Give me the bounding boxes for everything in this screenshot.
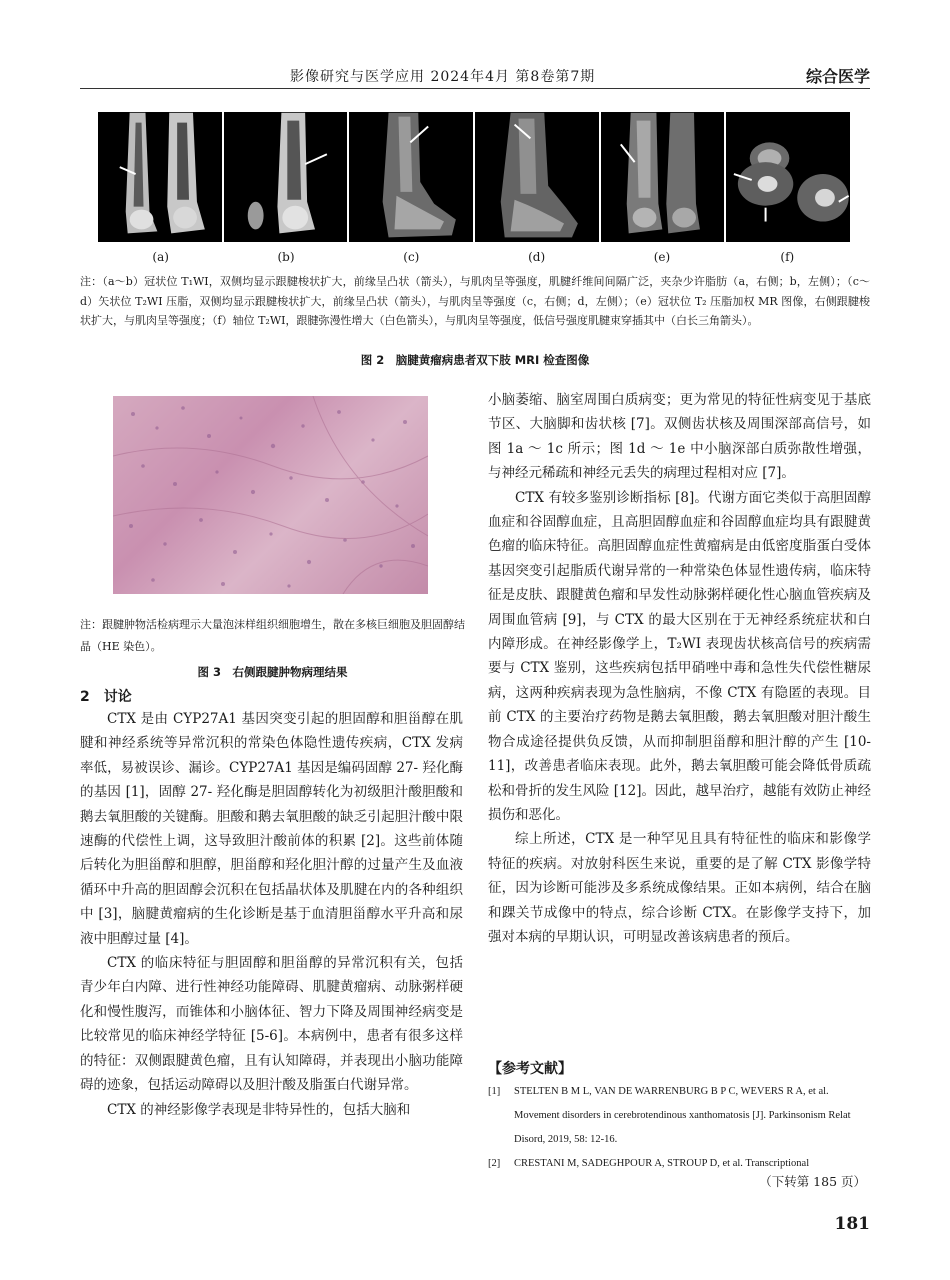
paragraph: CTX 的临床特征与胆固醇和胆甾醇的异常沉积有关，包括青少年白内障、进行性神经功能障碍、肌腱黄瘤病、动脉粥样硬化和慢性腹泻，而锥体和小脑体征、智力下降及周围神经病变是比较常见的临床神经学特征 [5-6]。本病例中，患者有很多这样的特征：双侧跟腱黄色瘤，且有认知障碍，并表现出小脑功能障碍的迹象，包括运动障碍以及胆汁酸及脂蛋白代谢异常。 bbox=[80, 955, 463, 1094]
he-stain-texture bbox=[113, 396, 428, 594]
mri-image-e bbox=[601, 112, 725, 242]
mri-panel-c bbox=[349, 112, 473, 242]
figure3-caption: 图 3 右侧跟腱肿物病理结果 bbox=[197, 665, 348, 679]
section-header: 综合医学 bbox=[805, 67, 870, 86]
mri-image-a bbox=[98, 112, 222, 242]
reference-list bbox=[488, 1080, 871, 1176]
journal-header: 影像研究与医学应用 2024年4月 第8卷第7期 bbox=[290, 69, 596, 85]
panel-label-e: (e) bbox=[653, 250, 671, 264]
paragraph: CTX 的神经影像学表现是非特异性的，包括大脑和 bbox=[107, 1101, 411, 1118]
mri-panel-a bbox=[98, 112, 222, 242]
body-column-left bbox=[80, 707, 463, 1122]
panel-label-b: (b) bbox=[277, 250, 295, 264]
panel-label-a: (a) bbox=[152, 250, 169, 264]
figure2-note: 注：（a～b）冠状位 T₁WI，双侧均显示跟腱梭状扩大，前缘呈凸状（箭头），与肌肉呈等强度，肌腱纤维间间隔广泛，夹杂少许脂肪（a，右侧；b，左侧）；（c～d）矢状位 T₂WI 压脂，双侧均显示跟腱梭状扩大，前缘呈凸状（箭头），与肌肉呈等强度（c，右侧；d，左侧）；（e）冠状位 T₂ 压脂加权 MR 图像，右侧跟腱梭状扩大，与肌肉呈等强度；（f）轴位 T₂WI，跟腱弥漫性增大（白色箭头），与肌肉呈等强度，低信号强度肌腱束穿插其中（白长三角箭头）。 bbox=[80, 275, 870, 327]
reference-number: [2] bbox=[488, 1158, 501, 1169]
figure2-mri-panels bbox=[98, 112, 850, 242]
mri-panel-e bbox=[601, 112, 725, 242]
page-number: 181 bbox=[834, 1214, 870, 1234]
reference-text: CRESTANI M, SADEGHPOUR A, STROUP D, et al. Transcriptional bbox=[514, 1158, 810, 1169]
mri-image-c bbox=[349, 112, 473, 242]
paragraph: 综上所述，CTX 是一种罕见且具有特征性的临床和影像学特征的疾病。对放射科医生来说，重要的是了解 CTX 影像学特征，因为诊断可能涉及多系统成像结果。正如本病例，结合在脑和踝关节成像中的特点，综合诊断 CTX。在影像学支持下，加强对本病的早期认识，可明显改善该病患者的预后。 bbox=[488, 831, 871, 945]
paragraph: 小脑萎缩、脑室周围白质病变；更为常见的特征性病变见于基底节区、大脑脚和齿状核 [7]。双侧齿状核及周围深部高信号，如图 1a ～ 1c 所示；图 1d ～ 1e 中小脑深部白质弥散性增强，与神经元稀疏和神经元丢失的病理过程相对应 [7]。 bbox=[488, 392, 871, 482]
reference-text: STELTEN B M L, VAN DE WARRENBURG B P C, WEVERS R A, et al. Movement disorders in cerebrotendinous xanthomatosis [J]. Parkinsonism Relat Disord, 2019, 58: 12-16. bbox=[514, 1086, 851, 1145]
mri-image-d bbox=[475, 112, 599, 242]
body-column-right bbox=[488, 388, 871, 949]
continued-note: （下转第 185 页） bbox=[759, 1174, 866, 1189]
panel-label-f: (f) bbox=[780, 250, 795, 264]
figure3-note: 注：跟腱肿物活检病理示大量泡沫样组织细胞增生，散在多核巨细胞及胆固醇结晶（HE 染色）。 bbox=[80, 618, 465, 653]
reference-item bbox=[488, 1080, 871, 1152]
mri-image-f bbox=[726, 112, 850, 242]
header-rule bbox=[80, 88, 870, 89]
references-title: 【参考文献】 bbox=[488, 1061, 572, 1077]
reference-number: [1] bbox=[488, 1086, 501, 1097]
section-title-discussion: 2 讨论 bbox=[80, 689, 132, 705]
figure3-histology-image bbox=[113, 396, 428, 594]
figure2-panel-labels bbox=[98, 250, 850, 264]
mri-panel-f bbox=[726, 112, 850, 242]
panel-label-c: (c) bbox=[403, 250, 420, 264]
figure2-caption: 图 2 脑腱黄瘤病患者双下肢 MRI 检查图像 bbox=[360, 353, 590, 367]
mri-panel-d bbox=[475, 112, 599, 242]
panel-label-d: (d) bbox=[528, 250, 546, 264]
paragraph: CTX 是由 CYP27A1 基因突变引起的胆固醇和胆甾醇在肌腱和神经系统等异常沉积的常染色体隐性遗传疾病，CTX 发病率低，易被误诊、漏诊。CYP27A1 基因是编码固醇 27- 羟化酶的基因 [1]，固醇 27- 羟化酶是胆固醇转化为初级胆汁酸胆酸和鹅去氧胆酸的关键酶。胆酸和鹅去氧胆酸的缺乏引起胆汁酸中限速酶的代偿性上调，这导致胆汁酸前体的积累 [2]。这些前体随后转化为胆甾醇和胆醇，胆甾醇和羟化胆汁醇的过量产生及血液循环中升高的胆固醇会沉积在包括晶状体及肌腱在内的各种组织中 [3]，脑腱黄瘤病的生化诊断是基于血清胆甾醇水平升高和尿液中胆醇过量 [4]。 bbox=[80, 711, 463, 947]
paragraph: CTX 有较多鉴别诊断指标 [8]。代谢方面它类似于高胆固醇血症和谷固醇血症，且高胆固醇血症和谷固醇血症均具有跟腱黄色瘤的临床特征。高胆固醇血症性黄瘤病是由低密度脂蛋白受体基因突变引起脂质代谢异常的一种常染色体显性遗传病，临床特征是皮肤、跟腱黄色瘤和早发性动脉粥样硬化性心脑血管疾病及周围血管病 [9]，与 CTX 的最大区别在于无神经系统症状和白内障形成。在神经影像学上，T₂WI 表现齿状核高信号的疾病需要与 CTX 鉴别，这些疾病包括甲硝唑中毒和急性失代偿性糖尿病，这两种疾病表现为急性脑病，不像 CTX 有隐匿的表现。目前 CTX 的主要治疗药物是鹅去氧胆酸，鹅去氧胆酸对胆汁酸生物合成途径提供负反馈，从而抑制胆甾醇和胆汁醇的产生 [10-11]，改善患者临床表现。此外，鹅去氧胆酸可能会降低骨质疏松和骨折的发生风险 [12]。因此，越早治疗，越能有效防止神经损伤和恶化。 bbox=[488, 489, 872, 823]
mri-image-b bbox=[224, 112, 348, 242]
mri-panel-b bbox=[224, 112, 348, 242]
